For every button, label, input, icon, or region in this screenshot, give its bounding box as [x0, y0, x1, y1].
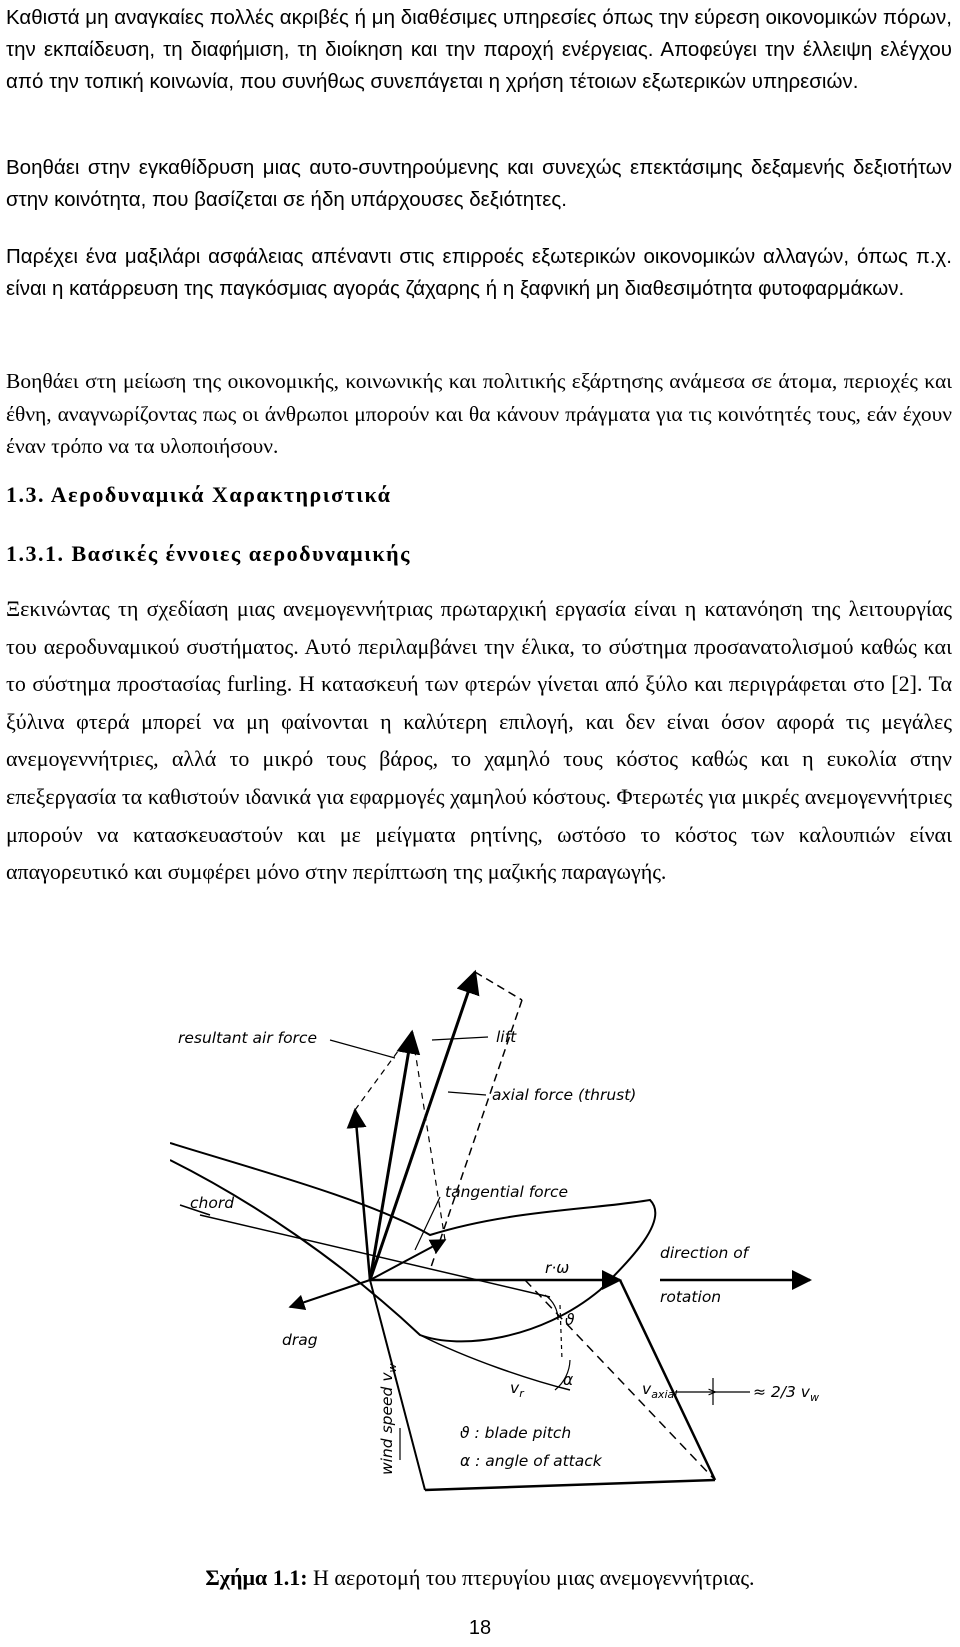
label-lift: lift: [496, 1028, 517, 1046]
airfoil-outline: [170, 1143, 655, 1390]
label-two-thirds-vw: ≈ 2/3 $v_w$: [753, 1383, 819, 1404]
paragraph-1: Καθιστά μη αναγκαίες πολλές ακριβές ή μη διαθέσιμες υπηρεσίες όπως την εύρεση οικονομικών πόρων, την εκπαίδευση, τη διαφήμιση, τη διοίκηση και την παροχή ενέργειας. Αποφεύγει την έλλειψη ελέγχου από την τοπική κοινωνία, που συνήθως συνεπάγεται η χρήση τέτοιων εξωτερικών υπηρεσιών.: [6, 6, 952, 93]
label-v-axial: $v_{axial}$: [642, 1380, 678, 1401]
label-drag: drag: [282, 1331, 318, 1349]
label-vr: $v_r$: [510, 1379, 524, 1400]
label-wind-speed: wind speed $v_w$: [378, 1363, 399, 1475]
caption-label: Σχήμα 1.1:: [205, 1565, 308, 1590]
direction-label-2: rotation: [660, 1288, 722, 1306]
airfoil-diagram: [170, 960, 890, 1520]
paragraph-2: Βοηθάει στην εγκαθίδρυση μιας αυτο-συντηρούμενης και συνεχώς επεκτάσιμης δεξαμενής δεξιοτήτων στην κοινότητα, που βασίζεται σε ήδη υπάρχουσες δεξιότητες.: [6, 156, 952, 211]
section-heading: 1.3. Αεροδυναμικά Χαρακτηριστικά: [6, 482, 392, 507]
direction-of-rotation-arrow: [660, 1244, 810, 1306]
subsection-heading: 1.3.1. Βασικές έννοιες αεροδυναμικής: [6, 541, 411, 566]
page-number: 18: [468, 1617, 492, 1639]
label-chord: chord: [190, 1194, 235, 1212]
label-axial-force: axial force (thrust): [492, 1086, 637, 1104]
label-alpha: α: [563, 1371, 574, 1389]
label-tangential-force: tangential force: [445, 1183, 569, 1201]
airfoil-figure: [170, 960, 890, 1520]
label-resultant-air-force: resultant air force: [178, 1029, 317, 1047]
direction-label-1: direction of: [660, 1244, 749, 1262]
body-paragraph: Ξεκινώντας τη σχεδίαση μιας ανεμογεννήτριας πρωταρχική εργασία είναι η κατανόηση της λειτουργίας του αεροδυναμικού συστήματος. Αυτό περιλαμβάνει την έλικα, το σύστημα προσανατολισμού καθώς και το σύστημα προστασίας furling. Η κατασκευή των φτερών γίνεται από ξύλο και περιγράφεται στο [2]. Τα ξύλινα φτερά μπορεί να μη φαίνονται η καλύτερη επιλογή, και δεν είναι όσον αφορά τις μεγάλες ανεμογεννήτριες, αλλά το μικρό τους βάρος, το χαμηλό τους κόστος καθώς και η ευκολία στην επεξεργασία τα καθιστούν ιδανικά για εφαρμογές χαμηλού κόστους. Φτερωτές για μικρές ανεμογεννήτριες μπορούν να κατασκευαστούν και με μείγματα ρητίνης, ωστόσο το κόστος των καλουπιών είναι απαγορευτικό και συμφέρει μόνο στην περίπτωση της μαζικής παραγωγής.: [6, 596, 952, 885]
paragraph-4: Βοηθάει στη μείωση της οικονομικής, κοινωνικής και πολιτικής εξάρτησης ανάμεσα σε άτομα, περιοχές και έθνη, αναγνωρίζοντας πως οι άνθρωποι μπορούν και θα κάνουν πράγματα για τις κοινότητές τους, εάν έχουν έναν τρόπο να τα υλοποιήσουν.: [6, 369, 952, 458]
label-theta: ϑ: [565, 1311, 575, 1329]
figure-caption: [0, 1565, 960, 1591]
caption-text: Η αεροτομή του πτερυγίου μιας ανεμογεννήτριας.: [307, 1565, 755, 1590]
label-r-omega: r·ω: [545, 1259, 570, 1277]
paragraph-3: Παρέχει ένα μαξιλάρι ασφάλειας απέναντι στις επιρροές εξωτερικών οικονομικών αλλαγών, όπως π.χ. είναι η κατάρρευση της παγκόσμιας αγοράς ζάχαρης ή η ξαφνική μη διαθεσιμότητα φυτοφαρμάκων.: [6, 245, 952, 300]
legend-blade-pitch: ϑ : blade pitch: [460, 1424, 572, 1442]
legend-angle-of-attack: α : angle of attack: [460, 1452, 602, 1470]
